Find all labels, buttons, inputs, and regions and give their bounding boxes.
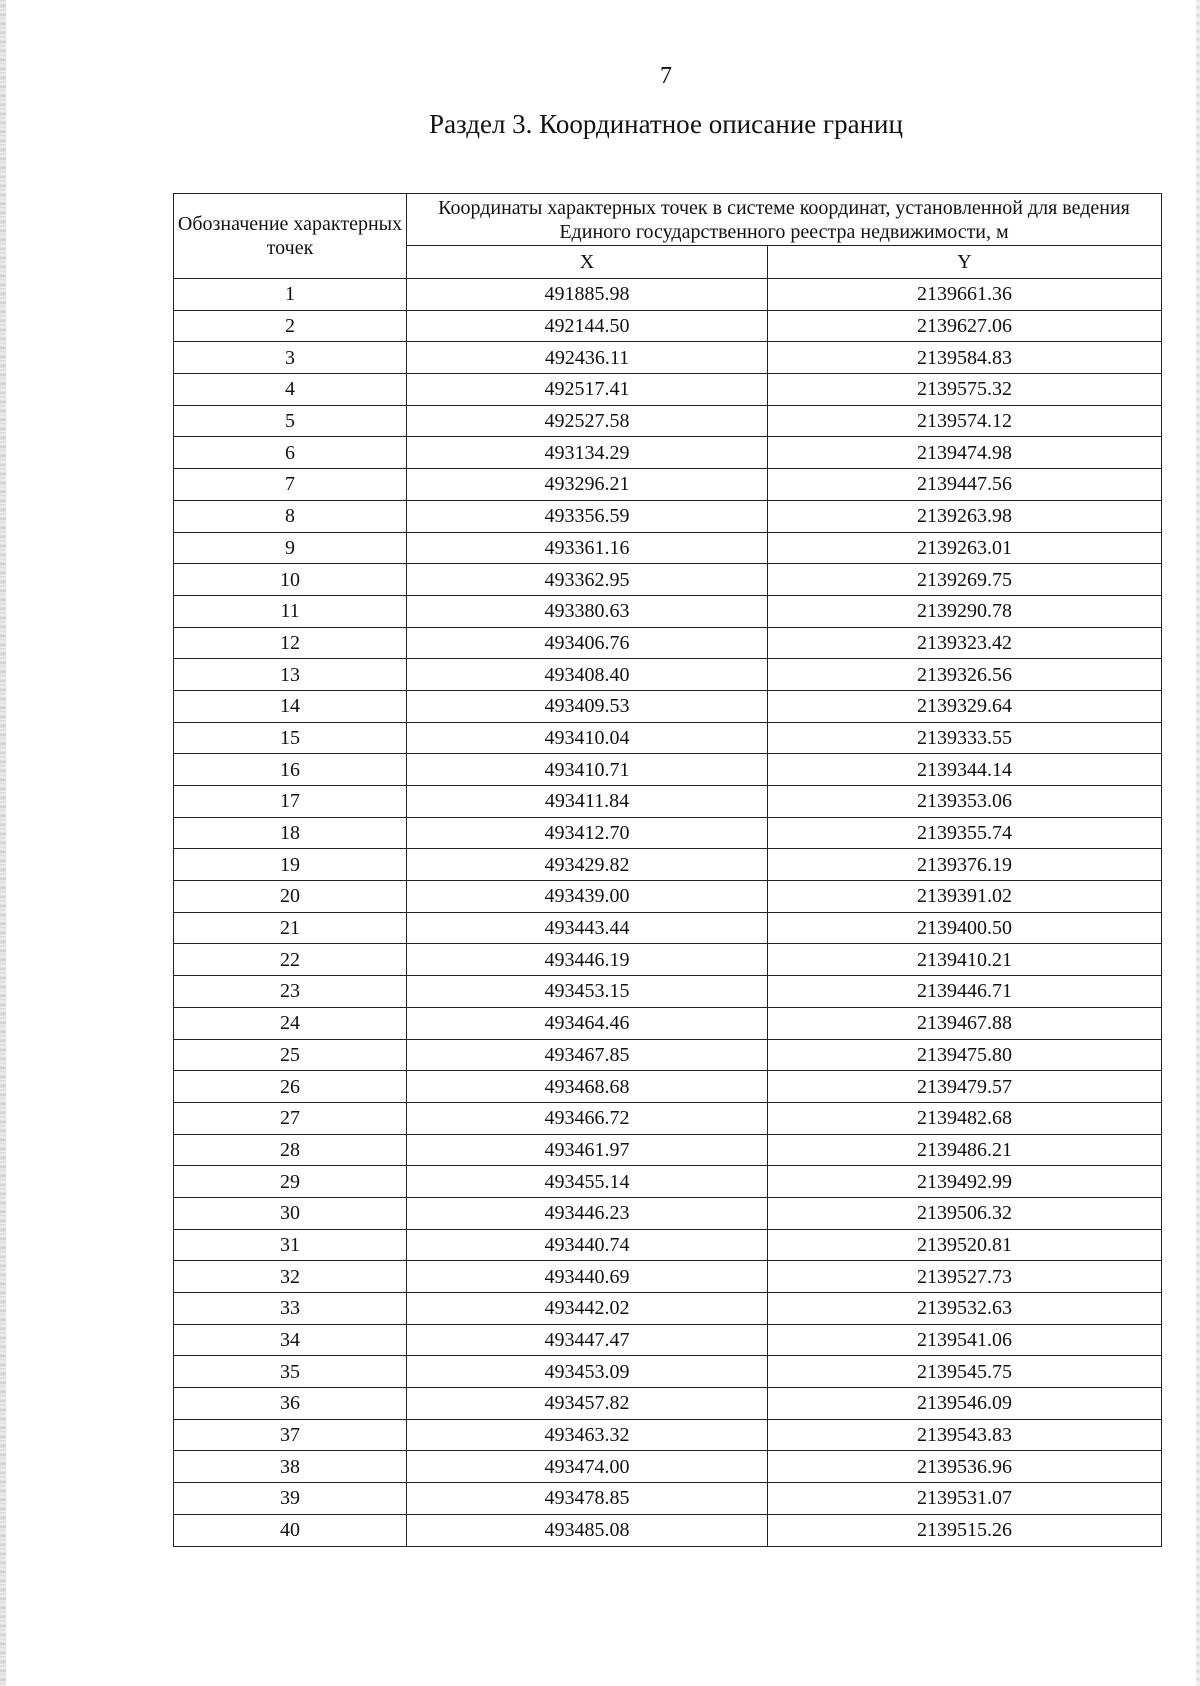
y-coordinate-cell: 2139475.80	[768, 1039, 1162, 1071]
page-number: 7	[660, 63, 672, 89]
point-number-cell: 5	[174, 405, 407, 437]
table-row	[174, 1514, 1162, 1546]
table-row	[174, 1451, 1162, 1483]
x-coordinate-cell: 491885.98	[407, 279, 768, 311]
point-number-cell: 4	[174, 374, 407, 406]
x-coordinate-cell: 492144.50	[407, 310, 768, 342]
y-coordinate-cell: 2139474.98	[768, 437, 1162, 469]
x-coordinate-cell: 492527.58	[407, 405, 768, 437]
y-coordinate-cell: 2139447.56	[768, 469, 1162, 501]
x-coordinate-cell: 492436.11	[407, 342, 768, 374]
point-number-cell: 36	[174, 1388, 407, 1420]
header-coordinates: Координаты характерных точек в системе координат, установленной для ведения Единого государственного реестра недвижимости, м	[407, 194, 1162, 246]
table-row	[174, 564, 1162, 596]
y-coordinate-cell: 2139391.02	[768, 881, 1162, 913]
y-coordinate-cell: 2139263.98	[768, 500, 1162, 532]
point-number-cell: 9	[174, 532, 407, 564]
y-coordinate-cell: 2139263.01	[768, 532, 1162, 564]
x-coordinate-cell: 493409.53	[407, 690, 768, 722]
header-designation: Обозначение характерных точек	[174, 194, 407, 279]
x-coordinate-cell: 493362.95	[407, 564, 768, 596]
table-row	[174, 1229, 1162, 1261]
x-coordinate-cell: 493453.09	[407, 1356, 768, 1388]
x-coordinate-cell: 493440.74	[407, 1229, 768, 1261]
x-coordinate-cell: 493406.76	[407, 627, 768, 659]
point-number-cell: 19	[174, 849, 407, 881]
y-coordinate-cell: 2139333.55	[768, 722, 1162, 754]
point-number-cell: 13	[174, 659, 407, 691]
table-row	[174, 342, 1162, 374]
point-number-cell: 10	[174, 564, 407, 596]
point-number-cell: 32	[174, 1261, 407, 1293]
table-row	[174, 849, 1162, 881]
table-header	[174, 194, 1162, 279]
x-coordinate-cell: 493439.00	[407, 881, 768, 913]
y-coordinate-cell: 2139355.74	[768, 817, 1162, 849]
table-row	[174, 1007, 1162, 1039]
point-number-cell: 29	[174, 1166, 407, 1198]
y-coordinate-cell: 2139323.42	[768, 627, 1162, 659]
coordinates-table	[173, 193, 1162, 1547]
table-row	[174, 437, 1162, 469]
y-coordinate-cell: 2139536.96	[768, 1451, 1162, 1483]
table-row	[174, 1071, 1162, 1103]
header-x: X	[407, 246, 768, 279]
y-coordinate-cell: 2139584.83	[768, 342, 1162, 374]
table-row	[174, 1134, 1162, 1166]
x-coordinate-cell: 493442.02	[407, 1293, 768, 1325]
x-coordinate-cell: 493468.68	[407, 1071, 768, 1103]
table-row	[174, 374, 1162, 406]
point-number-cell: 39	[174, 1483, 407, 1515]
x-coordinate-cell: 493361.16	[407, 532, 768, 564]
y-coordinate-cell: 2139506.32	[768, 1197, 1162, 1229]
table-row	[174, 532, 1162, 564]
x-coordinate-cell: 493440.69	[407, 1261, 768, 1293]
point-number-cell: 7	[174, 469, 407, 501]
x-coordinate-cell: 493474.00	[407, 1451, 768, 1483]
x-coordinate-cell: 493467.85	[407, 1039, 768, 1071]
y-coordinate-cell: 2139400.50	[768, 912, 1162, 944]
y-coordinate-cell: 2139376.19	[768, 849, 1162, 881]
point-number-cell: 3	[174, 342, 407, 374]
point-number-cell: 28	[174, 1134, 407, 1166]
table-body	[174, 279, 1162, 1547]
point-number-cell: 31	[174, 1229, 407, 1261]
y-coordinate-cell: 2139486.21	[768, 1134, 1162, 1166]
x-coordinate-cell: 493446.19	[407, 944, 768, 976]
section-title: Раздел 3. Координатное описание границ	[429, 109, 903, 139]
table-row	[174, 627, 1162, 659]
x-coordinate-cell: 493134.29	[407, 437, 768, 469]
table-row	[174, 754, 1162, 786]
x-coordinate-cell: 493412.70	[407, 817, 768, 849]
table-row	[174, 786, 1162, 818]
y-coordinate-cell: 2139446.71	[768, 976, 1162, 1008]
x-coordinate-cell: 493443.44	[407, 912, 768, 944]
point-number-cell: 27	[174, 1102, 407, 1134]
table-row	[174, 1102, 1162, 1134]
x-coordinate-cell: 493429.82	[407, 849, 768, 881]
y-coordinate-cell: 2139269.75	[768, 564, 1162, 596]
y-coordinate-cell: 2139353.06	[768, 786, 1162, 818]
table-row	[174, 722, 1162, 754]
y-coordinate-cell: 2139482.68	[768, 1102, 1162, 1134]
y-coordinate-cell: 2139492.99	[768, 1166, 1162, 1198]
y-coordinate-cell: 2139520.81	[768, 1229, 1162, 1261]
table-row	[174, 405, 1162, 437]
y-coordinate-cell: 2139467.88	[768, 1007, 1162, 1039]
x-coordinate-cell: 493410.04	[407, 722, 768, 754]
table-row	[174, 881, 1162, 913]
y-coordinate-cell: 2139515.26	[768, 1514, 1162, 1546]
point-number-cell: 18	[174, 817, 407, 849]
x-coordinate-cell: 492517.41	[407, 374, 768, 406]
x-coordinate-cell: 493464.46	[407, 1007, 768, 1039]
point-number-cell: 35	[174, 1356, 407, 1388]
point-number-cell: 8	[174, 500, 407, 532]
table-row	[174, 1324, 1162, 1356]
table-row	[174, 469, 1162, 501]
x-coordinate-cell: 493463.32	[407, 1419, 768, 1451]
x-coordinate-cell: 493478.85	[407, 1483, 768, 1515]
x-coordinate-cell: 493466.72	[407, 1102, 768, 1134]
y-coordinate-cell: 2139532.63	[768, 1293, 1162, 1325]
table-row	[174, 1293, 1162, 1325]
x-coordinate-cell: 493453.15	[407, 976, 768, 1008]
table-row	[174, 1039, 1162, 1071]
x-coordinate-cell: 493457.82	[407, 1388, 768, 1420]
table-row	[174, 944, 1162, 976]
y-coordinate-cell: 2139545.75	[768, 1356, 1162, 1388]
point-number-cell: 24	[174, 1007, 407, 1039]
point-number-cell: 37	[174, 1419, 407, 1451]
point-number-cell: 33	[174, 1293, 407, 1325]
y-coordinate-cell: 2139344.14	[768, 754, 1162, 786]
point-number-cell: 23	[174, 976, 407, 1008]
point-number-cell: 22	[174, 944, 407, 976]
y-coordinate-cell: 2139531.07	[768, 1483, 1162, 1515]
y-coordinate-cell: 2139410.21	[768, 944, 1162, 976]
table-row	[174, 1166, 1162, 1198]
x-coordinate-cell: 493356.59	[407, 500, 768, 532]
y-coordinate-cell: 2139543.83	[768, 1419, 1162, 1451]
table-row	[174, 1261, 1162, 1293]
table-row	[174, 912, 1162, 944]
x-coordinate-cell: 493447.47	[407, 1324, 768, 1356]
x-coordinate-cell: 493411.84	[407, 786, 768, 818]
point-number-cell: 1	[174, 279, 407, 311]
table-row	[174, 690, 1162, 722]
point-number-cell: 25	[174, 1039, 407, 1071]
y-coordinate-cell: 2139546.09	[768, 1388, 1162, 1420]
point-number-cell: 14	[174, 690, 407, 722]
table-row	[174, 1388, 1162, 1420]
y-coordinate-cell: 2139527.73	[768, 1261, 1162, 1293]
y-coordinate-cell: 2139627.06	[768, 310, 1162, 342]
table-row	[174, 1483, 1162, 1515]
scan-edge-left	[0, 0, 6, 1686]
y-coordinate-cell: 2139661.36	[768, 279, 1162, 311]
table-row	[174, 310, 1162, 342]
point-number-cell: 17	[174, 786, 407, 818]
y-coordinate-cell: 2139574.12	[768, 405, 1162, 437]
y-coordinate-cell: 2139326.56	[768, 659, 1162, 691]
y-coordinate-cell: 2139329.64	[768, 690, 1162, 722]
y-coordinate-cell: 2139541.06	[768, 1324, 1162, 1356]
table-row	[174, 976, 1162, 1008]
x-coordinate-cell: 493455.14	[407, 1166, 768, 1198]
point-number-cell: 26	[174, 1071, 407, 1103]
table-row	[174, 1419, 1162, 1451]
x-coordinate-cell: 493410.71	[407, 754, 768, 786]
point-number-cell: 20	[174, 881, 407, 913]
point-number-cell: 30	[174, 1197, 407, 1229]
table-row	[174, 659, 1162, 691]
table-row	[174, 595, 1162, 627]
header-y: Y	[768, 246, 1162, 279]
table-row	[174, 500, 1162, 532]
table-row	[174, 1356, 1162, 1388]
x-coordinate-cell: 493296.21	[407, 469, 768, 501]
x-coordinate-cell: 493446.23	[407, 1197, 768, 1229]
x-coordinate-cell: 493408.40	[407, 659, 768, 691]
y-coordinate-cell: 2139479.57	[768, 1071, 1162, 1103]
table-row	[174, 817, 1162, 849]
y-coordinate-cell: 2139575.32	[768, 374, 1162, 406]
point-number-cell: 11	[174, 595, 407, 627]
table-row	[174, 1197, 1162, 1229]
point-number-cell: 38	[174, 1451, 407, 1483]
scan-edge-right	[1196, 0, 1200, 1686]
point-number-cell: 40	[174, 1514, 407, 1546]
y-coordinate-cell: 2139290.78	[768, 595, 1162, 627]
table-row	[174, 279, 1162, 311]
point-number-cell: 21	[174, 912, 407, 944]
point-number-cell: 6	[174, 437, 407, 469]
point-number-cell: 12	[174, 627, 407, 659]
x-coordinate-cell: 493461.97	[407, 1134, 768, 1166]
x-coordinate-cell: 493380.63	[407, 595, 768, 627]
point-number-cell: 15	[174, 722, 407, 754]
point-number-cell: 34	[174, 1324, 407, 1356]
point-number-cell: 16	[174, 754, 407, 786]
point-number-cell: 2	[174, 310, 407, 342]
x-coordinate-cell: 493485.08	[407, 1514, 768, 1546]
